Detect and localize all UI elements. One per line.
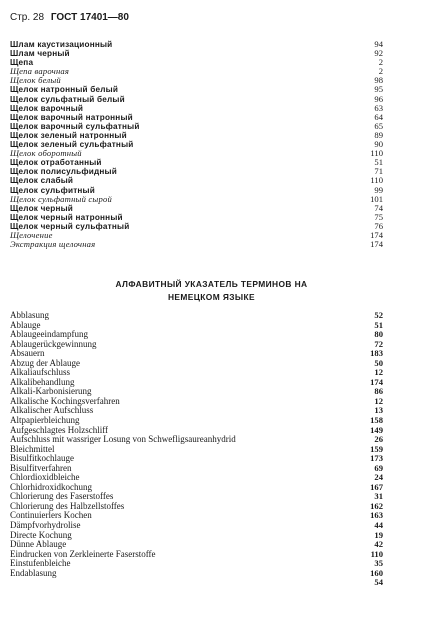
index-page-number: 149 [370,424,383,435]
index-entry [10,340,383,350]
index-term: Ablaugeeindampfung [10,329,88,340]
index-page-number: 98 [374,75,383,86]
index-term: Eindrucken von Zerkleinerte Faserstoffe [10,548,156,559]
index-page-number: 12 [374,395,383,406]
index-page-number: 50 [374,357,383,368]
index-page-number: 101 [370,193,383,204]
index-term: Bisulfitkochlauge [10,453,74,464]
index-term: Экстракция щелочная [10,239,96,250]
index-entry [10,578,383,588]
index-page-number: 110 [370,148,383,159]
index-page-number: 183 [370,348,383,359]
index-page-number: 24 [374,472,383,483]
german-index-list [10,311,383,588]
index-page-number: 96 [374,93,383,104]
index-page-number: 86 [374,386,383,397]
section-title-line2: НЕМЕЦКОМ ЯЗЫКЕ [167,292,255,302]
index-term: Шлам черный [10,49,70,59]
index-term: Щелок зеленый натронный [10,130,127,140]
index-term: Шлам каустизационный [10,40,113,49]
index-term: Щелок варочный натронный [10,112,133,122]
index-entry [10,240,383,249]
index-entry [10,158,383,167]
index-term: Chlorierung des Faserstoffes [10,491,114,502]
index-entry [10,204,383,213]
index-term: Щелок отработанный [10,158,102,168]
index-term: Endablasung [10,567,57,578]
index-page-number: 51 [374,319,383,330]
index-page-number: 64 [374,111,383,122]
index-page-number: 12 [374,367,383,378]
index-entry [10,559,383,569]
index-page-number: 13 [374,405,383,416]
index-page-number: 160 [370,567,383,578]
index-term: Щелок зеленый сульфатный [10,140,134,150]
index-page-number: 52 [374,310,383,320]
index-term: Directe Kochung [10,529,72,540]
index-term: Щелок натронный белый [10,85,119,95]
index-entry [10,85,383,94]
page-number: Стр. 28 [10,12,45,23]
index-term: Щелок слабый [10,176,74,186]
index-term: Щелок черный сульфатный [10,221,130,231]
index-term: Einstufenbleiche [10,558,71,569]
index-entry [10,195,383,204]
index-page-number: 163 [370,510,383,521]
index-term: Alkali-Karbonisierung [10,386,92,397]
index-entry [10,176,383,185]
index-page-number: 2 [378,66,383,77]
index-entry [10,122,383,131]
index-term: Bleichmittel [10,443,55,454]
russian-index-list [10,40,383,249]
index-term: Chlorhidroxidkochung [10,481,92,492]
index-term: Щелочение [10,229,53,240]
index-term: Щелок сульфатный белый [10,94,125,104]
index-term: Chlorierung des Halbzellstoffes [10,500,125,511]
index-term: Alkaliaufschluss [10,367,70,378]
index-entry [10,40,383,49]
index-term: Ablauge [10,319,41,330]
index-term: Dämpfvorhydrolise [10,520,81,531]
index-entry [10,213,383,222]
index-page-number: 90 [374,139,383,150]
index-term: Dünne Ablauge [10,539,67,550]
index-entry [10,131,383,140]
index-entry [10,104,383,113]
index-term: Aufschluss mit wassriger Losung von Schwefligsaureanhydrid [10,434,236,445]
index-page-number: 110 [370,175,383,186]
index-term: Щепа [10,58,34,68]
index-term: Chlordioxidbleiche [10,472,80,483]
index-term: Щелок варочный сульфатный [10,121,140,131]
index-term: Щелок варочный [10,103,84,113]
index-term: Abzug der Ablauge [10,357,80,368]
index-term: Bisulfitverfahren [10,462,72,473]
index-page-number: 158 [370,415,383,426]
index-page-number: 54 [374,577,383,588]
index-term: Alkalische Kochingsverfahren [10,395,120,406]
index-term: Continuierlers Kochen [10,510,92,521]
index-page-number: 167 [370,481,383,492]
index-term: Щелок сульфатный сырой [10,193,112,204]
index-term: Absauern [10,348,45,359]
index-term: Щелок черный натронный [10,212,123,222]
index-term: Alkalibehandlung [10,376,75,387]
index-page-number: 72 [374,338,383,349]
index-page-number: 35 [374,558,383,569]
index-page-number: 159 [370,443,383,454]
index-entry [10,149,383,158]
index-page-number: 51 [374,157,383,168]
index-term: Abblasung [10,310,49,320]
index-page-number: 162 [370,500,383,511]
index-page-number: 65 [374,120,383,131]
index-page-number: 174 [370,376,383,387]
index-page-number: 89 [374,129,383,140]
index-term: Щелок оборотный [10,148,82,159]
index-page-number: 173 [370,453,383,464]
index-page-number: 75 [374,211,383,222]
index-page-number: 174 [370,229,383,240]
index-page-number: 42 [374,539,383,550]
index-entry [10,67,383,76]
index-term: Щелок черный [10,203,74,213]
index-page-number: 174 [370,239,383,250]
section-title-line1: АЛФАВИТНЫЙ УКАЗАТЕЛЬ ТЕРМИНОВ НА [115,279,308,289]
index-page-number: 99 [374,184,383,195]
german-index-title [0,278,423,304]
page-header [10,12,129,23]
index-page-number: 92 [374,48,383,59]
index-term: Ablaugerückgewinnung [10,338,97,349]
index-term: Alkalischer Aufschluss [10,405,94,416]
index-page-number: 63 [374,102,383,113]
index-page-number: 71 [374,166,383,177]
index-page-number: 31 [374,491,383,502]
index-page-number: 94 [374,39,383,49]
index-entry [10,222,383,231]
index-term: Щелок полисульфидный [10,167,117,177]
index-entry [10,113,383,122]
index-term: Щепа варочная [10,66,70,77]
index-page-number: 19 [374,529,383,540]
standard-number: ГОСТ 17401—80 [50,12,129,23]
index-term: Aufgeschlagtes Holzschliff [10,424,109,435]
index-entry [10,435,383,445]
index-entry [10,569,383,579]
index-entry [10,95,383,104]
index-page-number: 95 [374,84,383,95]
index-term: Щелок белый [10,75,61,86]
index-page-number: 74 [374,202,383,213]
index-term: Щелок сульфитный [10,185,95,195]
index-page-number: 110 [370,548,383,559]
index-page-number: 26 [374,434,383,445]
index-entry [10,311,383,321]
index-page-number: 76 [374,220,383,231]
index-page-number: 2 [378,57,383,68]
index-entry [10,49,383,58]
index-page-number: 69 [374,462,383,473]
index-page-number: 44 [374,520,383,531]
index-term: Altpapierbleichung [10,415,80,426]
index-page-number: 80 [374,329,383,340]
